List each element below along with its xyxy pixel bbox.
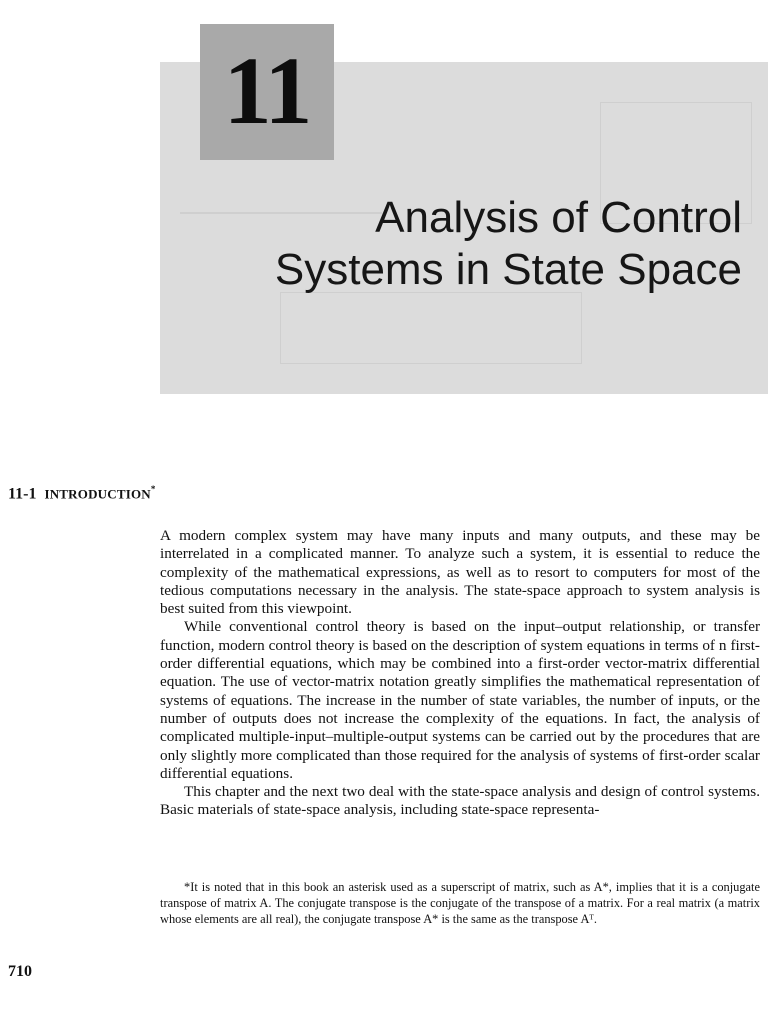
section-title: INTRODUCTION [44, 486, 151, 502]
chapter-title [275, 192, 742, 296]
paragraph: A modern complex system may have many inputs and many outputs, and these may be interrelated in a complicated manner. To analyze such a system, it is essential to reduce the complexity of the mathematical expressions, as well as to resort to computers for most of the tedious computations necessary in the analysis. The state-space approach to system analysis is best suited from this viewpoint. [160, 527, 760, 618]
page-number: 710 [8, 963, 32, 980]
paragraph: While conventional control theory is based on the input–output relationship, or transfer function, modern control theory is based on the description of system equations in terms of n first-order differential equations, which may be combined into a first-order vector-matrix differential equation. The use of vector-matrix notation greatly simplifies the mathematical representation of systems of equations. The increase in the number of state variables, the number of inputs, or the number of outputs does not increase the complexity of the equations. In fact, the analysis of complicated multiple-input–multiple-output systems can be carried out by the procedures that are only slightly more complicated than those required for the analysis of systems of first-order scalar differential equations. [160, 618, 760, 782]
paragraph: This chapter and the next two deal with the state-space analysis and design of control systems. Basic materials of state-space analysis, including state-space representa- [160, 783, 760, 819]
section-number: 11-1 [8, 485, 37, 503]
chapter-number: 11 [223, 37, 311, 144]
footnote: *It is noted that in this book an asterisk used as a superscript of matrix, such as A*, implies that it is a conjugate transpose of matrix A. The conjugate transpose is the conjugate of the transpose of a matrix. For a real matrix (a matrix whose elements are all real), the conjugate transpose A* is the same as the transpose Aᵀ. [160, 880, 760, 926]
chapter-title-line-2: Systems in State Space [274, 245, 742, 294]
body-text [160, 527, 760, 820]
section-heading [8, 484, 155, 503]
section-footnote-marker: * [150, 484, 156, 494]
chapter-title-line-1: Analysis of Control [375, 193, 742, 242]
